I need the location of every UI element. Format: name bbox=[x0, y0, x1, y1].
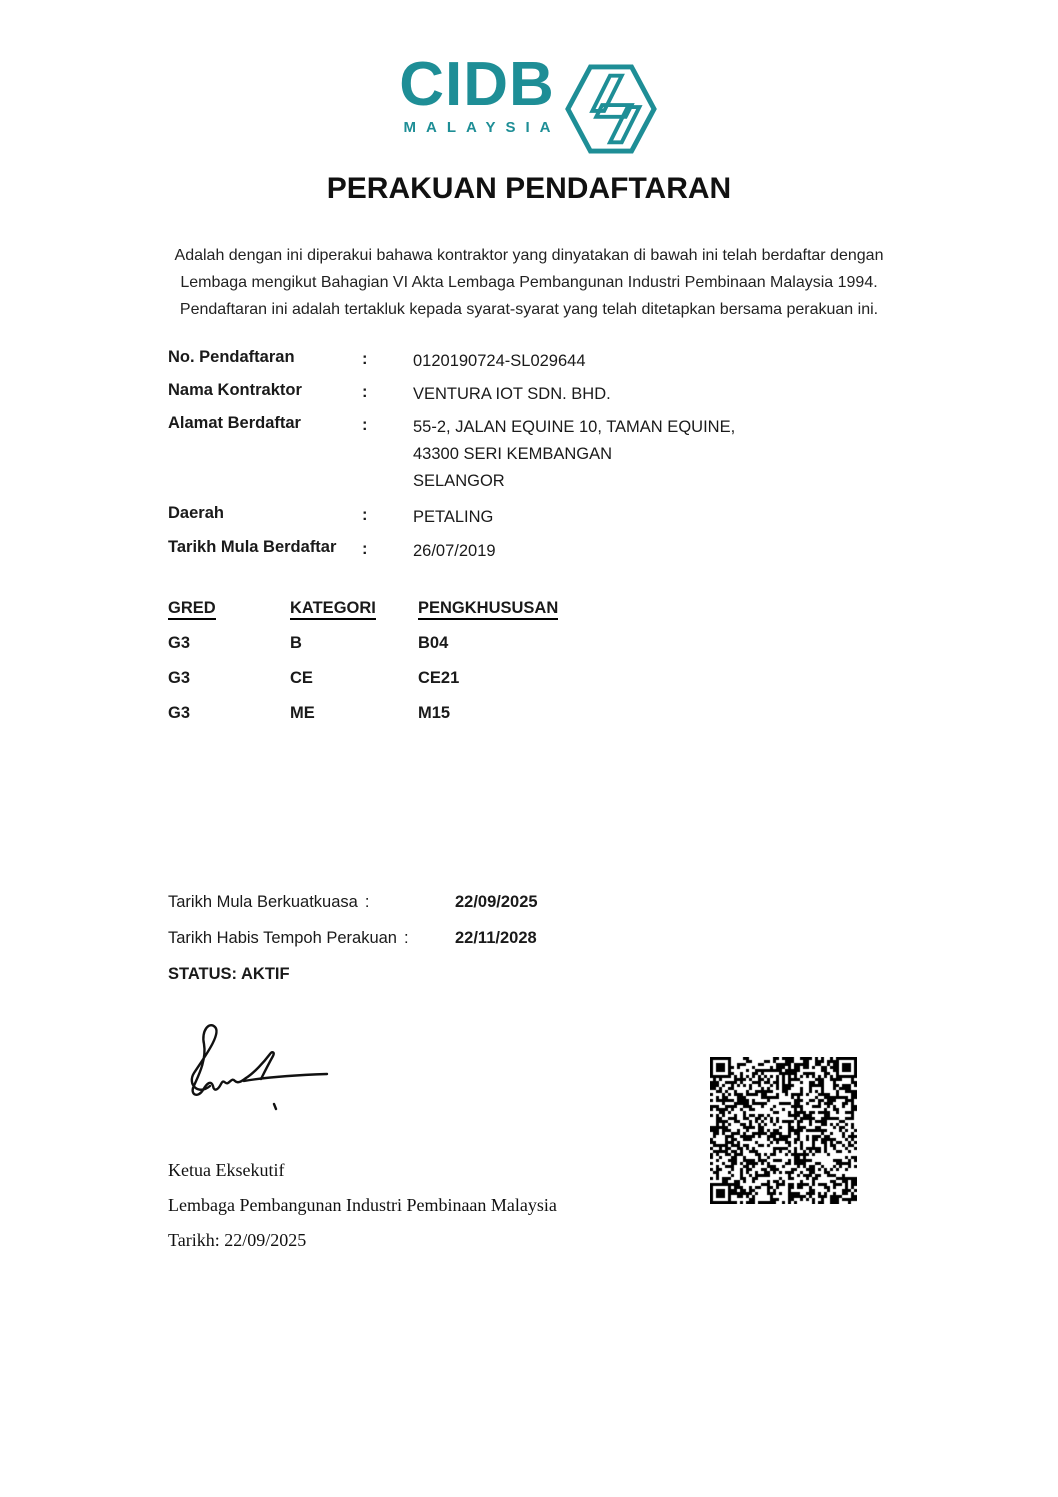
field-value bbox=[413, 414, 735, 495]
table-cell-gred: G3 bbox=[168, 669, 191, 687]
field-label: Tarikh Mula Berkuatkuasa bbox=[168, 893, 358, 911]
address-line: SELANGOR bbox=[413, 472, 505, 490]
field-colon: : bbox=[364, 893, 370, 911]
field-label: Tarikh Mula Berdaftar bbox=[168, 538, 337, 556]
address-line: 43300 SERI KEMBANGAN bbox=[413, 445, 612, 463]
field-value: 22/11/2028 bbox=[455, 929, 537, 947]
field-no-pendaftaran bbox=[168, 348, 586, 370]
cidb-logo-text bbox=[399, 50, 561, 136]
signatory-date: Tarikh: 22/09/2025 bbox=[168, 1230, 307, 1250]
field-colon: : bbox=[362, 383, 368, 401]
field-label: Tarikh Habis Tempoh Perakuan bbox=[168, 929, 397, 947]
field-value: VENTURA IOT SDN. BHD. bbox=[413, 385, 611, 403]
table-cell-gred: G3 bbox=[168, 704, 191, 722]
grade-table-header-gred: GRED bbox=[168, 599, 290, 618]
grade-table-header-kategori: KATEGORI bbox=[290, 599, 418, 618]
validity-section bbox=[168, 893, 668, 984]
field-label: Daerah bbox=[168, 504, 224, 522]
field-label: No. Pendaftaran bbox=[168, 348, 295, 366]
field-label: Alamat Berdaftar bbox=[168, 414, 301, 432]
signatory-block bbox=[168, 1153, 557, 1258]
table-cell-pengkhususan: B04 bbox=[418, 634, 449, 652]
cidb-logo bbox=[0, 50, 1058, 156]
field-tarikh-habis-tempoh bbox=[168, 929, 668, 965]
intro-line: Pendaftaran ini adalah tertakluk kepada syarat-syarat yang telah ditetapkan bersama perakuan ini. bbox=[179, 301, 879, 318]
field-colon: : bbox=[362, 416, 368, 434]
status-badge: STATUS: AKTIF bbox=[168, 965, 290, 983]
field-tarikh-mula-berkuatkuasa bbox=[168, 893, 668, 929]
field-nama-kontraktor bbox=[168, 381, 611, 403]
table-cell-kategori: CE bbox=[290, 669, 313, 687]
signatory-organization: Lembaga Pembangunan Industri Pembinaan Malaysia bbox=[168, 1195, 557, 1215]
intro-line: Adalah dengan ini diperakui bahawa kontraktor yang dinyatakan di bawah ini telah berdaftar dengan bbox=[174, 247, 884, 264]
table-cell-kategori: B bbox=[290, 634, 302, 652]
grade-table-header-pengkhususan: PENGKHUSUSAN bbox=[418, 599, 638, 618]
field-value: 0120190724-SL029644 bbox=[413, 352, 586, 370]
field-tarikh-mula-berdaftar bbox=[168, 538, 496, 560]
page-title: PERAKUAN PENDAFTARAN bbox=[326, 172, 732, 205]
address-line: 55-2, JALAN EQUINE 10, TAMAN EQUINE, bbox=[413, 418, 736, 436]
field-value: PETALING bbox=[413, 508, 494, 526]
cidb-hexagon-logo-icon bbox=[561, 62, 659, 156]
grade-table bbox=[168, 599, 638, 723]
signatory-title: Ketua Eksekutif bbox=[168, 1160, 285, 1180]
field-value: 26/07/2019 bbox=[413, 542, 496, 560]
field-colon: : bbox=[362, 350, 368, 368]
intro-paragraph bbox=[0, 242, 1058, 323]
intro-line: Lembaga mengikut Bahagian VI Akta Lembaga Pembangunan Industri Pembinaan Malaysia 1994. bbox=[180, 274, 878, 291]
field-value: 22/09/2025 bbox=[455, 893, 538, 911]
table-cell-pengkhususan: CE21 bbox=[418, 669, 460, 687]
cidb-country-text: MALAYSIA bbox=[403, 118, 561, 136]
field-daerah bbox=[168, 504, 494, 526]
table-cell-gred: G3 bbox=[168, 634, 191, 652]
field-label: Nama Kontraktor bbox=[168, 381, 302, 399]
table-cell-pengkhususan: M15 bbox=[418, 704, 451, 722]
handwritten-signature-icon bbox=[182, 1018, 334, 1113]
table-cell-kategori: ME bbox=[290, 704, 315, 722]
field-colon: : bbox=[362, 506, 368, 524]
field-alamat-berdaftar bbox=[168, 414, 736, 490]
cidb-brand-text: CIDB bbox=[399, 50, 555, 119]
qr-code bbox=[710, 1057, 857, 1204]
field-colon: : bbox=[404, 929, 409, 947]
field-colon: : bbox=[362, 540, 368, 558]
